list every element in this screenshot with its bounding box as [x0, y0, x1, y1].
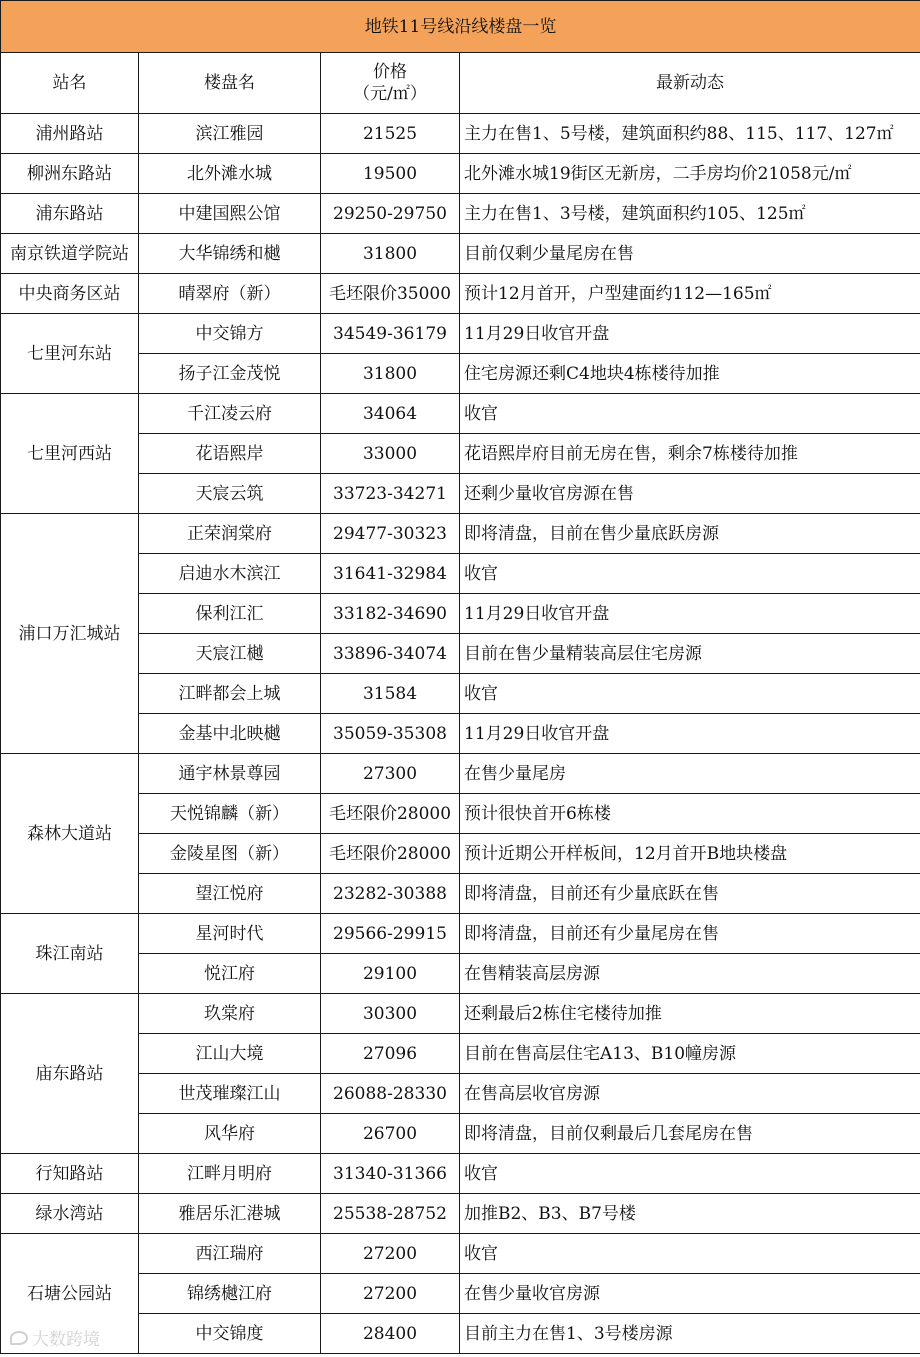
news-cell: 11月29日收官开盘 [460, 594, 920, 634]
property-name-cell: 玖棠府 [139, 994, 321, 1034]
property-name-cell: 通宇林景尊园 [139, 754, 321, 794]
price-cell: 35059-35308 [321, 714, 460, 754]
table-row [1, 674, 920, 714]
table-row [1, 1274, 920, 1314]
table-row [1, 794, 920, 834]
watermark-text: 大数跨境 [32, 1330, 100, 1350]
price-cell: 34549-36179 [321, 314, 460, 354]
property-name-cell: 天悦锦麟（新） [139, 794, 321, 834]
table-row [1, 274, 920, 314]
property-name-cell: 江畔月明府 [139, 1154, 321, 1194]
price-cell: 33896-34074 [321, 634, 460, 674]
station-cell: 七里河东站 [1, 314, 139, 394]
table-row [1, 474, 920, 514]
news-cell: 目前在售少量精装高层住宅房源 [460, 634, 920, 674]
news-cell: 预计近期公开样板间，12月首开B地块楼盘 [460, 834, 920, 874]
news-cell: 目前仅剩少量尾房在售 [460, 234, 920, 274]
price-cell: 33182-34690 [321, 594, 460, 634]
property-name-cell: 扬子江金茂悦 [139, 354, 321, 394]
station-cell: 绿水湾站 [1, 1194, 139, 1234]
price-cell: 26700 [321, 1114, 460, 1154]
table-row [1, 314, 920, 354]
property-name-cell: 悦江府 [139, 954, 321, 994]
news-cell: 目前在售高层住宅A13、B10幢房源 [460, 1034, 920, 1074]
station-cell: 行知路站 [1, 1154, 139, 1194]
table-row [1, 874, 920, 914]
table-row [1, 1074, 920, 1114]
price-cell: 31641-32984 [321, 554, 460, 594]
table-row [1, 914, 920, 954]
price-cell: 21525 [321, 114, 460, 154]
property-name-cell: 望江悦府 [139, 874, 321, 914]
table-row [1, 754, 920, 794]
table-row [1, 714, 920, 754]
property-name-cell: 金陵星图（新） [139, 834, 321, 874]
property-name-cell: 启迪水木滨江 [139, 554, 321, 594]
price-cell: 毛坯限价35000 [321, 274, 460, 314]
table-row [1, 594, 920, 634]
news-cell: 在售少量尾房 [460, 754, 920, 794]
property-name-cell: 雅居乐汇港城 [139, 1194, 321, 1234]
property-name-cell: 天宸江樾 [139, 634, 321, 674]
property-name-cell: 千江凌云府 [139, 394, 321, 434]
station-cell: 石塘公园站 [1, 1234, 139, 1354]
table-row [1, 554, 920, 594]
property-name-cell: 大华锦绣和樾 [139, 234, 321, 274]
station-cell: 森林大道站 [1, 754, 139, 914]
news-cell: 主力在售1、5号楼，建筑面积约88、115、117、127㎡ [460, 114, 920, 154]
price-cell: 23282-30388 [321, 874, 460, 914]
table-row [1, 114, 920, 154]
news-cell: 在售少量收官房源 [460, 1274, 920, 1314]
price-cell: 26088-28330 [321, 1074, 460, 1114]
news-cell: 还剩少量收官房源在售 [460, 474, 920, 514]
header-property: 楼盘名 [139, 53, 321, 114]
price-cell: 30300 [321, 994, 460, 1034]
news-cell: 住宅房源还剩C4地块4栋楼待加推 [460, 354, 920, 394]
news-cell: 目前主力在售1、3号楼房源 [460, 1314, 920, 1354]
price-cell: 29100 [321, 954, 460, 994]
price-cell: 29477-30323 [321, 514, 460, 554]
station-cell: 中央商务区站 [1, 274, 139, 314]
table-row [1, 194, 920, 234]
news-cell: 花语熙岸府目前无房在售，剩余7栋楼待加推 [460, 434, 920, 474]
property-name-cell: 北外滩水城 [139, 154, 321, 194]
news-cell: 即将清盘，目前还有少量底跃在售 [460, 874, 920, 914]
price-cell: 27200 [321, 1274, 460, 1314]
station-cell: 南京铁道学院站 [1, 234, 139, 274]
news-cell: 加推B2、B3、B7号楼 [460, 1194, 920, 1234]
news-cell: 收官 [460, 1234, 920, 1274]
property-name-cell: 世茂璀璨江山 [139, 1074, 321, 1114]
header-station: 站名 [1, 53, 139, 114]
property-name-cell: 中建国熙公馆 [139, 194, 321, 234]
news-cell: 11月29日收官开盘 [460, 714, 920, 754]
news-cell: 预计12月首开，户型建面约112—165㎡ [460, 274, 920, 314]
news-cell: 在售高层收官房源 [460, 1074, 920, 1114]
station-cell: 七里河西站 [1, 394, 139, 514]
news-cell: 11月29日收官开盘 [460, 314, 920, 354]
price-cell: 33723-34271 [321, 474, 460, 514]
property-name-cell: 风华府 [139, 1114, 321, 1154]
table-row [1, 434, 920, 474]
table-title: 地铁11号线沿线楼盘一览 [1, 1, 920, 53]
price-cell: 31800 [321, 354, 460, 394]
news-cell: 收官 [460, 554, 920, 594]
table-row [1, 1194, 920, 1234]
property-name-cell: 保利江汇 [139, 594, 321, 634]
price-cell: 34064 [321, 394, 460, 434]
news-cell: 收官 [460, 394, 920, 434]
property-name-cell: 中交锦度 [139, 1314, 321, 1354]
table-row [1, 634, 920, 674]
price-cell: 29566-29915 [321, 914, 460, 954]
price-cell: 27096 [321, 1034, 460, 1074]
price-cell: 33000 [321, 434, 460, 474]
table-row [1, 514, 920, 554]
property-name-cell: 天宸云筑 [139, 474, 321, 514]
table-row [1, 994, 920, 1034]
table-row [1, 234, 920, 274]
station-cell: 浦东路站 [1, 194, 139, 234]
property-name-cell: 正荣润棠府 [139, 514, 321, 554]
property-name-cell: 江畔都会上城 [139, 674, 321, 714]
table-row [1, 954, 920, 994]
table-row [1, 354, 920, 394]
news-cell: 即将清盘，目前在售少量底跃房源 [460, 514, 920, 554]
price-cell: 19500 [321, 154, 460, 194]
header-row [1, 53, 920, 114]
news-cell: 还剩最后2栋住宅楼待加推 [460, 994, 920, 1034]
price-cell: 31340-31366 [321, 1154, 460, 1194]
news-cell: 收官 [460, 674, 920, 714]
table-row [1, 1114, 920, 1154]
news-cell: 在售精装高层房源 [460, 954, 920, 994]
news-cell: 预计很快首开6栋楼 [460, 794, 920, 834]
price-cell: 27300 [321, 754, 460, 794]
price-cell: 31800 [321, 234, 460, 274]
station-cell: 珠江南站 [1, 914, 139, 994]
news-cell: 即将清盘，目前仅剩最后几套尾房在售 [460, 1114, 920, 1154]
property-name-cell: 晴翠府（新） [139, 274, 321, 314]
property-name-cell: 星河时代 [139, 914, 321, 954]
table-row [1, 1154, 920, 1194]
table-row [1, 1034, 920, 1074]
table-row [1, 1314, 920, 1354]
property-name-cell: 江山大境 [139, 1034, 321, 1074]
table-row [1, 154, 920, 194]
news-cell: 即将清盘，目前还有少量尾房在售 [460, 914, 920, 954]
price-cell: 毛坯限价28000 [321, 794, 460, 834]
price-cell: 25538-28752 [321, 1194, 460, 1234]
table-row [1, 1234, 920, 1274]
price-cell: 27200 [321, 1234, 460, 1274]
news-cell: 收官 [460, 1154, 920, 1194]
table-body [1, 114, 920, 1354]
property-name-cell: 西江瑞府 [139, 1234, 321, 1274]
property-name-cell: 滨江雅园 [139, 114, 321, 154]
property-name-cell: 中交锦方 [139, 314, 321, 354]
price-cell: 29250-29750 [321, 194, 460, 234]
table-row [1, 394, 920, 434]
header-price [321, 53, 460, 114]
header-price-line1: 价格 [373, 62, 407, 82]
table-row [1, 834, 920, 874]
station-cell: 浦州路站 [1, 114, 139, 154]
news-cell: 北外滩水城19街区无新房，二手房均价21058元/㎡ [460, 154, 920, 194]
property-name-cell: 花语熙岸 [139, 434, 321, 474]
station-cell: 柳洲东路站 [1, 154, 139, 194]
price-cell: 31584 [321, 674, 460, 714]
header-news: 最新动态 [460, 53, 920, 114]
property-name-cell: 金基中北映樾 [139, 714, 321, 754]
price-cell: 毛坯限价28000 [321, 834, 460, 874]
price-cell: 28400 [321, 1314, 460, 1354]
property-name-cell: 锦绣樾江府 [139, 1274, 321, 1314]
station-cell: 庙东路站 [1, 994, 139, 1154]
station-cell: 浦口万汇城站 [1, 514, 139, 754]
header-price-line2: （元/㎡） [353, 84, 427, 104]
news-cell: 主力在售1、3号楼，建筑面积约105、125㎡ [460, 194, 920, 234]
